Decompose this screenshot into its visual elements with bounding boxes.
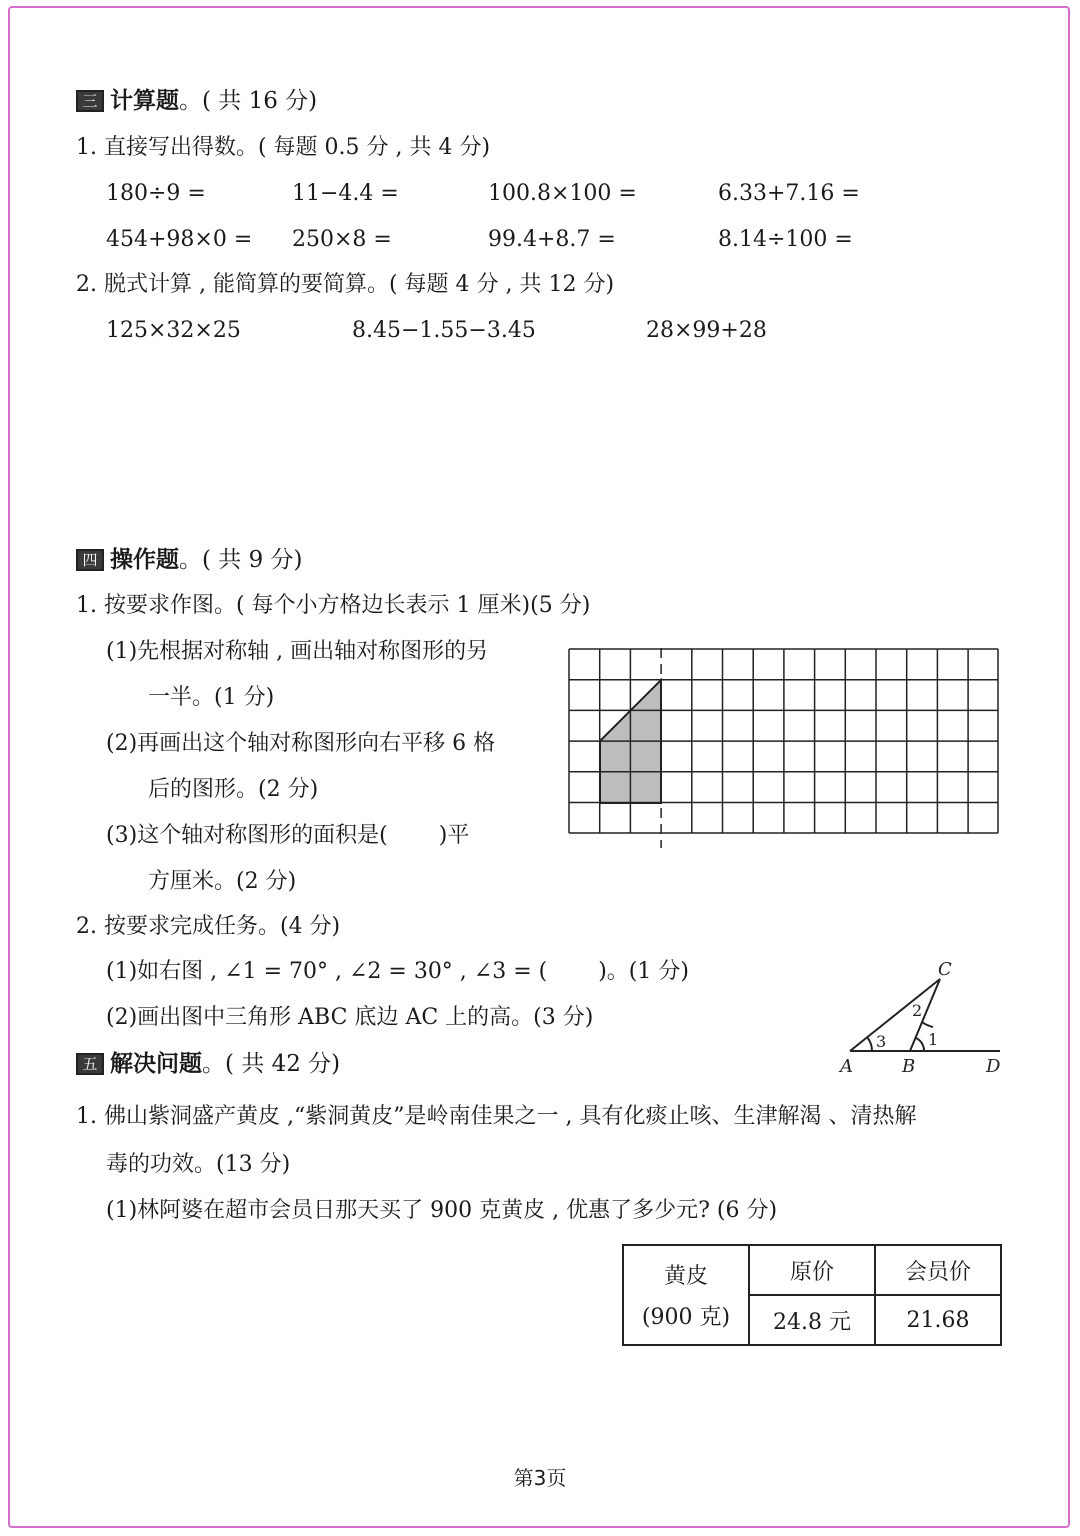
section5-points: 。( 共 42 分) [202, 1051, 341, 1077]
s3-q1-item: 250×8 = [292, 227, 392, 252]
col-header-original: 原价 [749, 1245, 875, 1295]
s3-q2-item: 28×99+28 [646, 318, 767, 343]
section3-title: 计算题 [110, 87, 179, 114]
s3-q1-label: 1. 直接写出得数。( 每题 0.5 分 , 共 4 分) [76, 135, 491, 160]
row-header-line1: 黄皮 [663, 1264, 708, 1289]
drawing-grid[interactable] [568, 648, 1000, 848]
s5-q1-part1: (1)林阿婆在超市会员日那天买了 900 克黄皮 , 优惠了多少元? (6 分) [106, 1198, 778, 1223]
s4-q2-label: 2. 按要求完成任务。(4 分) [76, 914, 341, 939]
label-a: A [840, 1056, 853, 1077]
s3-q2-label: 2. 脱式计算 , 能简算的要简算。( 每题 4 分 , 共 12 分) [76, 272, 615, 297]
s3-q1-item: 11−4.4 = [292, 181, 399, 206]
angle1-arc [916, 1038, 924, 1051]
section4-number: 四 [76, 549, 104, 571]
s3-q1-item: 99.4+8.7 = [488, 227, 616, 252]
s3-q2-item: 8.45−1.55−3.45 [352, 318, 536, 343]
s4-q1-part1a: (1)先根据对称轴 , 画出轴对称图形的另 [106, 639, 489, 664]
section3-heading [76, 86, 317, 116]
grid-lines [569, 649, 998, 833]
label-d: D [986, 1056, 1001, 1077]
s4-q1-part3b: 方厘米。(2 分) [148, 869, 297, 894]
s3-q1-item: 180÷9 = [106, 181, 206, 206]
s3-q2-item: 125×32×25 [106, 318, 241, 343]
s4-q2-part2: (2)画出图中三角形 ABC 底边 AC 上的高。(3 分) [106, 1005, 594, 1030]
section5-number: 五 [76, 1053, 104, 1075]
s3-q1-item: 6.33+7.16 = [718, 181, 860, 206]
value-original: 24.8 元 [749, 1295, 875, 1345]
col-header-member: 会员价 [875, 1245, 1001, 1295]
s4-q1-part3a: (3)这个轴对称图形的面积是( )平 [106, 823, 470, 848]
section4-points: 。( 共 9 分) [179, 547, 303, 573]
s4-q2-part1: (1)如右图 , ∠1 = 70° , ∠2 = 30° , ∠3 = ( )。(1 分) [106, 959, 689, 984]
line-ac [850, 979, 940, 1051]
angle3-arc [867, 1037, 872, 1051]
label-b: B [902, 1056, 916, 1077]
section4-heading [76, 545, 303, 575]
s3-q1-item: 454+98×0 = [106, 227, 253, 252]
section4-title: 操作题 [110, 546, 179, 573]
value-member: 21.68 [875, 1295, 1001, 1345]
price-table [622, 1244, 1002, 1346]
angle1-label: 1 [928, 1030, 939, 1049]
s3-q1-item: 8.14÷100 = [718, 227, 853, 252]
angle2-arc [922, 1022, 933, 1027]
section5-heading [76, 1049, 340, 1079]
section3-number: 三 [76, 90, 104, 112]
label-c: C [938, 959, 952, 980]
triangle-figure [832, 955, 1012, 1080]
s4-q1-part1b: 一半。(1 分) [148, 685, 275, 710]
s5-q1-label-a: 1. 佛山紫洞盛产黄皮 ,“紫洞黄皮”是岭南佳果之一 , 具有化痰止咳、生津解渴 、清热解 [76, 1104, 917, 1129]
row-header-line2: (900 克) [641, 1305, 731, 1330]
s4-q1-label: 1. 按要求作图。( 每个小方格边长表示 1 厘米)(5 分) [76, 593, 591, 618]
s4-q1-part2b: 后的图形。(2 分) [148, 777, 319, 802]
section3-points: 。( 共 16 分) [179, 88, 318, 114]
s4-q1-part2a: (2)再画出这个轴对称图形向右平移 6 格 [106, 731, 496, 756]
s3-q1-item: 100.8×100 = [488, 181, 637, 206]
s5-q1-label-b: 毒的功效。(13 分) [106, 1152, 291, 1177]
section5-title: 解决问题 [110, 1050, 202, 1077]
angle2-label: 2 [912, 1001, 923, 1020]
angle3-label: 3 [876, 1032, 887, 1051]
page-number: 第3页 [513, 1466, 567, 1490]
table-row-header [623, 1245, 749, 1345]
